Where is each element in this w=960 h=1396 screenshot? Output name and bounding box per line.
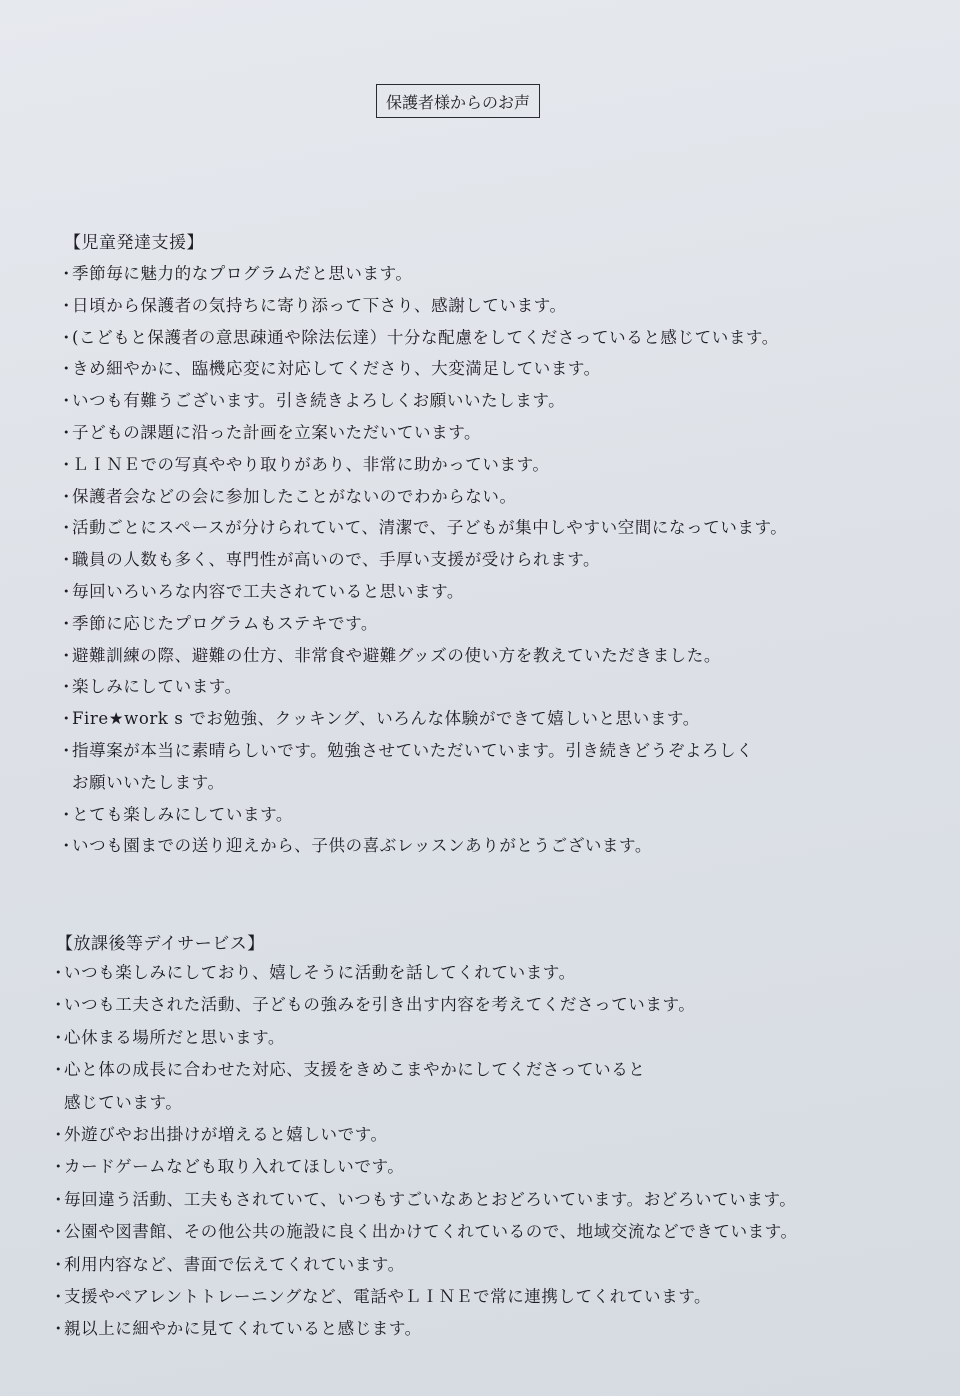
comment-item bbox=[50, 1249, 798, 1281]
comment-text: 活動ごとにスペースが分けられていて、清潔で、子どもが集中しやすい空間になっています。 bbox=[72, 518, 788, 538]
comment-item bbox=[58, 608, 787, 640]
comment-text: 外遊びやお出掛けが増えると嬉しいです。 bbox=[64, 1125, 388, 1145]
bullet-mark: ・ bbox=[50, 1027, 68, 1047]
comment-text: 日頃から保護者の気持ちに寄り添って下さり、感謝しています。 bbox=[72, 295, 567, 315]
comment-item bbox=[50, 1184, 798, 1216]
comment-text: いつも工夫された活動、子どもの強みを引き出す内容を考えてくださっています。 bbox=[64, 995, 696, 1015]
comment-text: 季節毎に魅力的なプログラムだと思います。 bbox=[72, 264, 413, 283]
comment-text: きめ細やかに、臨機応変に対応してくださり、大変満足しています。 bbox=[72, 359, 601, 379]
bullet-mark: ・ bbox=[58, 740, 76, 760]
comment-item bbox=[50, 1151, 798, 1183]
bullet-mark: ・ bbox=[58, 359, 76, 379]
comment-text-continuation: お願いいたします。 bbox=[72, 772, 225, 792]
comment-item bbox=[58, 671, 787, 703]
comment-item bbox=[58, 544, 787, 576]
bullet-mark: ・ bbox=[58, 264, 76, 283]
comment-item bbox=[58, 258, 787, 290]
comment-item bbox=[50, 989, 798, 1021]
bullet-mark: ・ bbox=[58, 422, 76, 442]
comment-item bbox=[50, 1022, 798, 1054]
comment-text: 職員の人数も多く、専門性が高いので、手厚い支援が受けられます。 bbox=[72, 550, 601, 570]
comment-text: いつも園までの送り迎えから、子供の喜ぶレッスンありがとうございます。 bbox=[72, 836, 652, 856]
comment-text: Fire★work s でお勉強、クッキング、いろんな体験ができて嬉しいと思います。 bbox=[72, 709, 700, 729]
comment-item bbox=[58, 576, 787, 608]
section-heading-child-development-support: 【児童発達支援】 bbox=[64, 233, 204, 253]
comment-text: 避難訓練の際、避難の仕方、非常食や避難グッズの使い方を教えていただきました。 bbox=[72, 645, 721, 665]
bullet-mark: ・ bbox=[50, 1125, 68, 1145]
bullet-mark: ・ bbox=[58, 677, 76, 697]
comment-text: 指導案が本当に素晴らしいです。勉強させていただいています。引き続きどうぞよろしく bbox=[72, 740, 754, 760]
bullet-mark: ・ bbox=[58, 454, 76, 474]
comment-text: (こどもと保護者の意思疎通や除法伝達）十分な配慮をしてくださっていると感じています。 bbox=[72, 327, 779, 347]
comment-text: 毎回違う活動、工夫もされていて、いつもすごいなあとおどろいています。おどろいています。 bbox=[64, 1189, 797, 1209]
document-title: 保護者様からのお声 bbox=[376, 84, 540, 118]
comment-text: 保護者会などの会に参加したことがないのでわからない。 bbox=[72, 486, 517, 506]
bullet-mark: ・ bbox=[58, 518, 76, 538]
comment-item bbox=[58, 640, 787, 672]
comment-item bbox=[58, 322, 787, 354]
bullet-mark: ・ bbox=[58, 295, 76, 315]
bullet-mark: ・ bbox=[58, 836, 76, 856]
comment-text: 季節に応じたプログラムもステキです。 bbox=[72, 613, 378, 633]
section-heading-after-school-day-service: 【放課後等デイサービス】 bbox=[56, 934, 265, 954]
bullet-mark: ・ bbox=[50, 1060, 68, 1080]
comment-item bbox=[58, 417, 787, 449]
comment-item bbox=[50, 957, 798, 989]
comment-text: 親以上に細やかに見てくれていると感じます。 bbox=[64, 1319, 422, 1339]
comment-item bbox=[58, 703, 787, 735]
comment-text: 楽しみにしています。 bbox=[72, 677, 242, 697]
comment-text: 毎回いろいろな内容で工夫されていると思います。 bbox=[72, 581, 464, 601]
bullet-mark: ・ bbox=[50, 1157, 68, 1177]
comment-item bbox=[50, 1281, 798, 1313]
comment-item bbox=[58, 385, 787, 417]
comment-item bbox=[58, 290, 787, 322]
comment-text: 子どもの課題に沿った計画を立案いただいています。 bbox=[72, 422, 482, 442]
comment-item bbox=[50, 1119, 798, 1151]
bullet-mark: ・ bbox=[50, 995, 68, 1015]
comment-text: いつも有難うございます。引き続きよろしくお願いいたします。 bbox=[72, 391, 566, 411]
comment-text: カードゲームなども取り入れてほしいです。 bbox=[64, 1157, 405, 1177]
bullet-mark: ・ bbox=[58, 709, 76, 729]
comment-list-child-development-support bbox=[58, 258, 787, 862]
comment-item bbox=[58, 830, 787, 862]
bullet-mark: ・ bbox=[58, 391, 76, 411]
bullet-mark: ・ bbox=[58, 645, 76, 665]
comment-text: 心休まる場所だと思います。 bbox=[64, 1027, 285, 1047]
comment-text: 支援やペアレントトレーニングなど、電話やＬＩＮＥで常に連携してくれています。 bbox=[64, 1287, 712, 1307]
comment-list-after-school-day-service bbox=[50, 957, 798, 1346]
bullet-mark: ・ bbox=[58, 486, 76, 506]
bullet-mark: ・ bbox=[50, 1287, 68, 1307]
bullet-mark: ・ bbox=[50, 963, 68, 982]
comment-text: 利用内容など、書面で伝えてくれています。 bbox=[64, 1254, 405, 1274]
bullet-mark: ・ bbox=[58, 581, 76, 601]
comment-item bbox=[50, 1216, 798, 1248]
comment-text: いつも楽しみにしており、嬉しそうに活動を話してくれています。 bbox=[64, 963, 576, 982]
comment-item bbox=[58, 481, 787, 513]
comment-text: 公園や図書館、その他公共の施設に良く出かけてくれているので、地域交流などできています。 bbox=[64, 1222, 798, 1242]
bullet-mark: ・ bbox=[50, 1319, 68, 1339]
comment-item bbox=[58, 449, 787, 481]
bullet-mark: ・ bbox=[58, 327, 76, 347]
comment-item bbox=[58, 799, 787, 831]
comment-text: 心と体の成長に合わせた対応、支援をきめこまやかにしてくださっていると bbox=[64, 1060, 646, 1080]
comment-item bbox=[50, 1313, 798, 1345]
comment-text: とても楽しみにしています。 bbox=[72, 804, 293, 824]
comment-item bbox=[58, 735, 787, 799]
bullet-mark: ・ bbox=[58, 550, 76, 570]
comment-item bbox=[58, 353, 787, 385]
comment-text-continuation: 感じています。 bbox=[64, 1092, 183, 1112]
bullet-mark: ・ bbox=[58, 804, 76, 824]
comment-item bbox=[50, 1054, 798, 1119]
bullet-mark: ・ bbox=[58, 613, 76, 633]
bullet-mark: ・ bbox=[50, 1222, 68, 1242]
comment-item bbox=[58, 512, 787, 544]
bullet-mark: ・ bbox=[50, 1254, 68, 1274]
bullet-mark: ・ bbox=[50, 1189, 68, 1209]
comment-text: ＬＩＮＥでの写真ややり取りがあり、非常に助かっています。 bbox=[72, 454, 550, 474]
